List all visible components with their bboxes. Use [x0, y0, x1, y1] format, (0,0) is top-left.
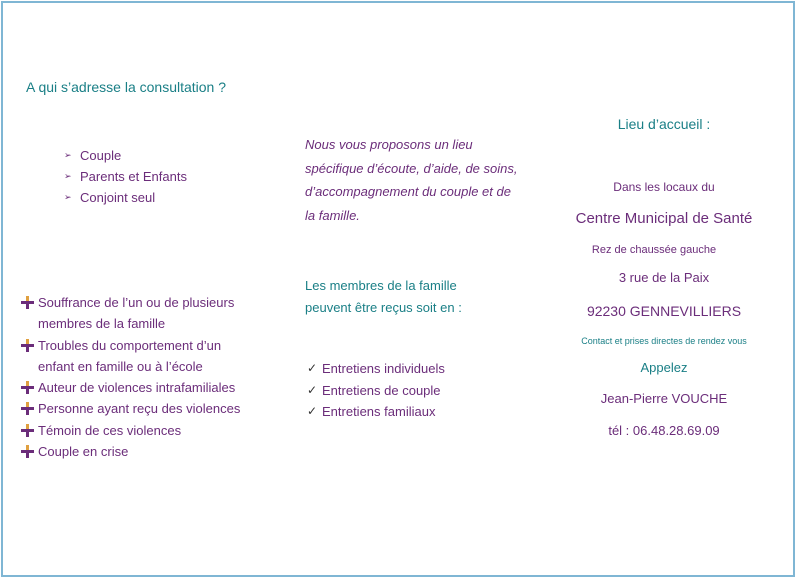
list-item: Témoin de ces violences — [20, 420, 240, 441]
audience-list — [64, 145, 187, 208]
members-line: peuvent être reçus soit en : — [305, 300, 462, 315]
list-item: Auteur de violences intrafamiliales — [20, 377, 240, 398]
list-item: ➢ Parents et Enfants — [64, 166, 187, 187]
list-item: ➢ Couple — [64, 145, 187, 166]
down-arrow-bullet-icon — [20, 377, 38, 398]
down-arrow-bullet-icon — [20, 292, 38, 313]
floor-info: Rez de chaussée gauche — [591, 244, 717, 256]
interviews-list — [307, 358, 445, 423]
phone-line — [540, 423, 788, 438]
phone-number[interactable]: 06.48.28.69.09 — [632, 423, 720, 438]
list-item: ✓ Entretiens familiaux — [307, 401, 445, 423]
contact-name: Jean-Pierre VOUCHE — [600, 391, 728, 406]
call-label: Appelez — [640, 360, 688, 375]
members-text — [305, 275, 462, 319]
check-icon: ✓ — [307, 382, 318, 397]
down-arrow-bullet-icon — [20, 335, 38, 356]
arrow-bullet-icon: ➢ — [64, 192, 72, 202]
location-heading: Lieu d’accueil : — [617, 116, 711, 132]
list-item: ✓ Entretiens individuels — [307, 358, 445, 380]
location-intro: Dans les locaux du — [613, 180, 715, 194]
audience-title: A qui s’adresse la consultation ? — [26, 79, 227, 95]
down-arrow-bullet-icon — [20, 398, 38, 419]
list-item: Personne ayant reçu des violences — [20, 398, 240, 419]
phone-label: tél : — [608, 423, 633, 438]
check-icon: ✓ — [307, 404, 318, 418]
list-item: membres de la famille — [38, 316, 166, 332]
centre-name: Centre Municipal de Santé — [575, 210, 753, 227]
list-item: enfant en famille ou à l’école — [38, 358, 203, 374]
contact-note: Contact et prises directes de rendez vous — [581, 336, 747, 346]
list-item: Troubles du comportement d’un — [20, 335, 240, 356]
down-arrow-bullet-icon — [20, 420, 38, 441]
arrow-bullet-icon: ➢ — [64, 150, 72, 160]
list-item: Couple en crise — [20, 441, 240, 462]
arrow-bullet-icon: ➢ — [64, 171, 72, 181]
list-item: ✓ Entretiens de couple — [307, 380, 445, 402]
down-arrow-bullet-icon — [20, 441, 38, 462]
city-address: 92230 GENNEVILLIERS — [586, 303, 742, 319]
list-item: Souffrance de l’un ou de plusieurs — [20, 292, 240, 313]
members-line: Les membres de la famille — [305, 278, 457, 293]
street-address: 3 rue de la Paix — [618, 270, 710, 285]
check-icon: ✓ — [307, 361, 318, 375]
intro-text: Nous vous proposons un lieu spécifique d’écoute, d’aide, de soins, d’accompagnement du couple et de la famille. — [305, 137, 518, 223]
list-item: ➢ Conjoint seul — [64, 187, 187, 208]
situations-list — [20, 292, 240, 462]
